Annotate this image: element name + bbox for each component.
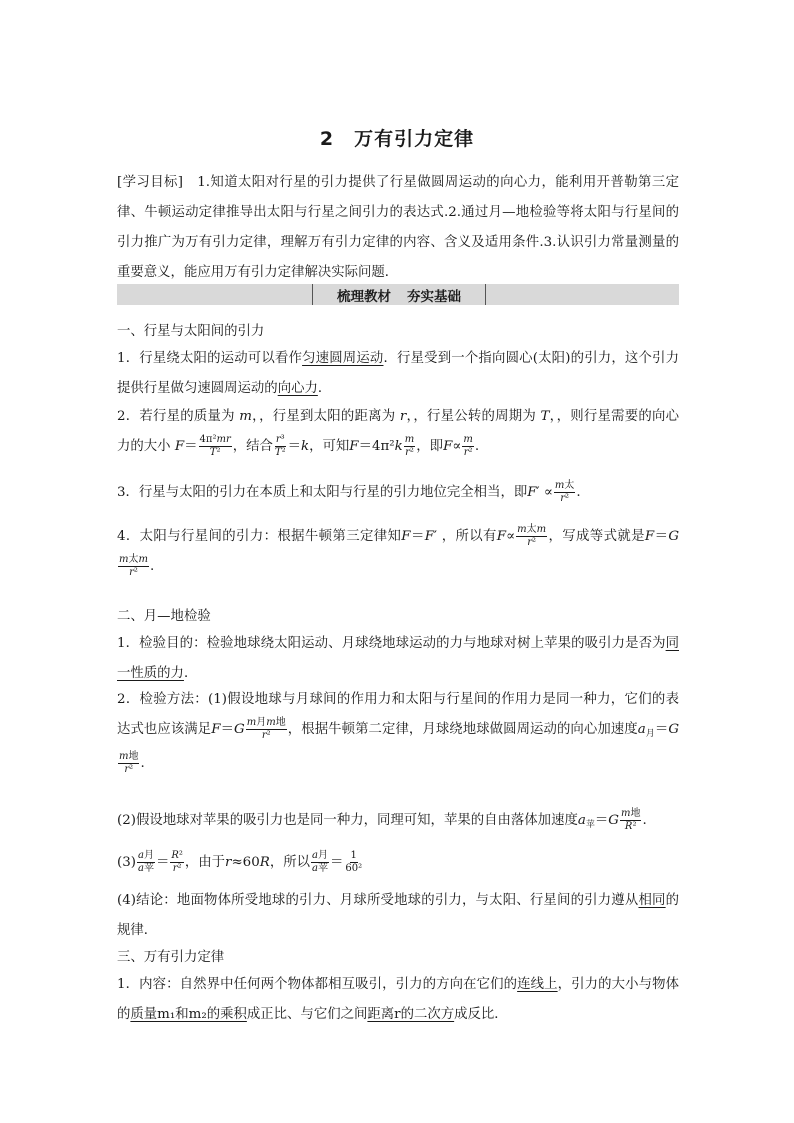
underlined-answer: 质量m₁和m₂的乘积	[130, 1007, 247, 1022]
underlined-answer: 距离r的二次方	[367, 1007, 455, 1022]
learning-goals	[117, 168, 679, 288]
formula-fraction: $\frac{\text{m地}}{\text{R²}}$	[620, 808, 641, 832]
goals-label: [学习目标]	[117, 175, 184, 190]
s1-paragraph-3: 3．行星与太阳的引力在本质上和太阳与行星的引力地位完全相当，即F′ ∝ $\frac{\text{m太}}{\text{r²}}$ .	[117, 480, 581, 504]
banner-right: 夯实基础	[407, 288, 461, 305]
banner-left: 梳理教材	[337, 288, 391, 305]
s2-paragraph-1: 1．检验目的：检验地球绕太阳运动、月球绕地球运动的力与地球对树上苹果的吸引力是否为同一性质的力．	[117, 636, 679, 681]
section1-heading: 一、行星与太阳间的引力	[117, 324, 265, 339]
underlined-answer: 相同	[638, 893, 666, 908]
goals-text: 1.知道太阳对行星的引力提供了行星做圆周运动的向心力，能利用开普勒第三定律、牛顿运动定律推导出太阳与行星之间引力的表达式.2.通过月—地检验等将太阳与行星间的引力推广为万有引力定律，理解万有引力定律的内容、含义及适用条件.3.认识引力常量测量的重要意义，能应用万有引力定律解决实际问题．	[117, 175, 679, 280]
s1-paragraph-2: 2．若行星的质量为 m，，行星到太阳的距离为 r，，行星公转的周期为 T，，则行星需要的向心力的大小 F＝ $\frac{\text{4π²mr}}{\text{T²}}$ ，结合 $\frac{\text{r³}}{\text{T²}}$ ＝k，可知F＝4π²k $\frac{m}{\text{r²}}$ ，即F∝ $\frac{m}{\text{r²}}$ .	[117, 409, 679, 458]
formula-fraction: $\frac{\text{m太m}}{\text{r²}}$	[119, 554, 148, 578]
formula-fraction: $\frac{\text{m太m}}{\text{r²}}$	[517, 524, 547, 548]
s2-paragraph-3: (2)假设地球对苹果的吸引力也是同一种力，同理可知，苹果的自由落体加速度$a_苹=G$ $\frac{\text{m地}}{\text{R²}}$ .	[117, 808, 647, 832]
section2-heading: 二、月—地检验	[117, 609, 211, 624]
formula-fraction: $\frac{\text{r³}}{\text{T²}}$	[274, 434, 286, 458]
underlined-answer: 连线上	[517, 977, 558, 992]
s1-paragraph-1: 1．行星绕太阳的运动可以看作匀速圆周运动．行星受到一个指向圆心(太阳)的引力，这个引力提供行星做匀速圆周运动的向心力．	[117, 351, 679, 396]
formula-fraction: $\frac{\text{R²}}{\text{r²}}$	[171, 850, 183, 874]
formula-fraction: $\frac{\text{m太}}{\text{r²}}$	[554, 480, 575, 504]
formula-fraction: $\frac{\text{a月}}{\text{a苹}}$	[311, 850, 328, 874]
s2-paragraph-5: (4)结论：地面物体所受地球的引力、月球所受地球的引力，与太阳、行星间的引力遵从相同的规律．	[117, 893, 680, 938]
underlined-answer: 向心力	[277, 381, 318, 396]
formula-fraction: $\frac{\text{4π²mr}}{\text{T²}}$	[199, 434, 231, 458]
section3-heading: 三、万有引力定律	[117, 950, 225, 965]
s2-paragraph-4: (3) $\frac{\text{a月}}{\text{a苹}}$ ＝ $\frac{\text{R²}}{\text{r²}}$ ，由于r≈60R，所以 $\frac{\text{a月}}{\text{a苹}}$ ＝ $\frac{1}{\text{60²}}$	[117, 850, 363, 874]
s3-paragraph-1: 1．内容：自然界中任何两个物体都相互吸引，引力的方向在它们的连线上，引力的大小与物体的质量m₁和m₂的乘积成正比、与它们之间距离r的二次方成反比．	[117, 977, 679, 1022]
page-title: 2 万有引力定律	[319, 128, 475, 150]
formula-fraction: $\frac{\text{m地}}{\text{r²}}$	[119, 751, 139, 775]
underlined-answer: 同一性质的力	[117, 636, 679, 681]
formula-fraction: $\frac{m}{\text{r²}}$	[404, 434, 415, 458]
s1-paragraph-4: 4．太阳与行星间的引力：根据牛顿第三定律知F＝F′ ，所以有F∝ $\frac{\text{m太m}}{\text{r²}}$ ，写成等式就是F＝G $\frac{\text{m太m}}{\text{r²}}$ .	[117, 524, 680, 578]
s2-paragraph-2: 2．检验方法：(1)假设地球与月球间的作用力和太阳与行星间的作用力是同一种力，它们的表达式也应该满足F＝G $\frac{\text{m月m地}}{\text{r²}}$ ，根据牛顿第二定律，月球绕地球做圆周运动的向心加速度$a_月=G$ $\frac{\text{m地}}{\text{r²}}$ .	[117, 692, 680, 775]
section-banner	[117, 284, 679, 305]
formula-fraction: $\frac{1}{\text{60²}}$	[345, 850, 363, 874]
underlined-answer: 匀速圆周运动	[302, 351, 384, 366]
formula-fraction: $\frac{m}{\text{r²}}$	[463, 434, 473, 458]
banner-box	[312, 284, 486, 305]
formula-fraction: $\frac{\text{m月m地}}{\text{r²}}$	[246, 717, 286, 741]
formula-fraction: $\frac{\text{a月}}{\text{a苹}}$	[137, 850, 154, 874]
